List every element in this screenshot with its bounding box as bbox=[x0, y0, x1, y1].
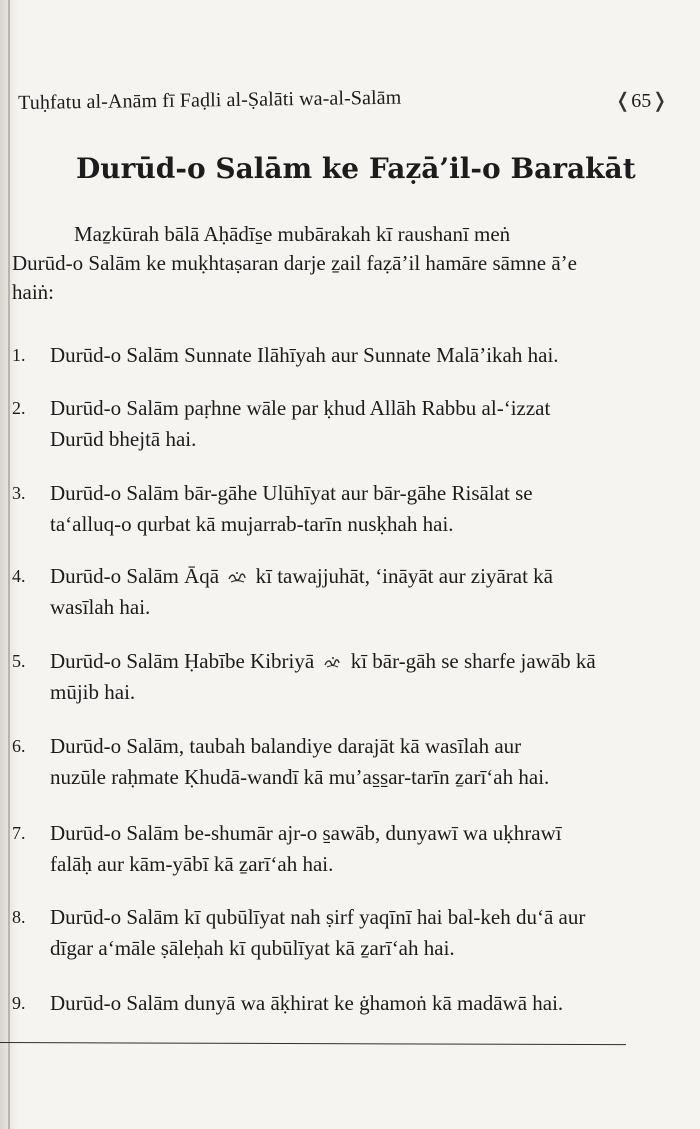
running-header bbox=[18, 88, 668, 122]
list-line: falāḥ aur kām-yābī kā ẕarī‘ah hai. bbox=[50, 852, 334, 876]
page-number: 65 bbox=[631, 90, 652, 112]
list-line: Durūd-o Salām kī qubūlīyat nah ṣirf yaqīnī hai bal-keh du‘ā aur bbox=[50, 905, 586, 929]
list-text bbox=[50, 478, 640, 540]
list-line: ta‘alluq-o qurbat kā mujarrab-tarīn nusḳhah hai. bbox=[50, 512, 454, 536]
list-text bbox=[50, 393, 640, 455]
list-line: Durūd-o Salām dunyā wa āḳhirat ke ġhamoṅ kā madāwā hai. bbox=[50, 991, 564, 1015]
list-number: 9. bbox=[12, 993, 26, 1013]
list-line: wasīlah hai. bbox=[50, 595, 151, 619]
list-text bbox=[50, 340, 640, 371]
list-line bbox=[50, 561, 640, 592]
footer-rule bbox=[0, 1042, 626, 1045]
intro-line-2: Durūd-o Salām ke muḳhtaṣaran darje ẕail faẓā’il hamāre sāmne ā’e bbox=[12, 251, 577, 275]
list-line: Durūd-o Salām bār-gāhe Ulūhīyat aur bār-gāhe Risālat se bbox=[50, 481, 533, 505]
list-number: 2. bbox=[12, 398, 26, 418]
page-number-ornament bbox=[614, 88, 668, 113]
intro-line-3: haiṅ: bbox=[12, 280, 54, 304]
list-line: Durūd-o Salām, taubah balandiye darajāt kā wasīlah aur bbox=[50, 734, 522, 758]
calligraphic-honorific-icon bbox=[322, 647, 342, 661]
list-line: dīgar a‘māle ṣāleḥah kī qubūlīyat kā ẕarī‘ah hai. bbox=[50, 936, 455, 960]
list-line: nuzūle raḥmate Ḳhudā-wandī kā mu’as̱s̱ar-tarīn ẕarī‘ah hai. bbox=[50, 765, 550, 789]
list-text bbox=[50, 902, 640, 964]
intro-line-1: Maẕkūrah bālā Aḥādīs̱e mubārakah kī raushanī meṅ bbox=[74, 222, 511, 246]
list-number: 8. bbox=[12, 907, 26, 927]
list-number: 1. bbox=[12, 345, 26, 365]
page-number-ornament-right: ❭ bbox=[651, 90, 668, 112]
list-line: mūjib hai. bbox=[50, 680, 136, 704]
list-number: 6. bbox=[12, 736, 26, 756]
list-line-segment: kī bār-gāh se sharfe jawāb kā bbox=[350, 649, 596, 673]
list-line: Durūd-o Salām Sunnate Ilāhīyah aur Sunnate Malā’ikah hai. bbox=[50, 343, 559, 367]
list-line: Durūd bhejtā hai. bbox=[50, 427, 197, 451]
list-number: 7. bbox=[12, 823, 26, 843]
intro-paragraph bbox=[12, 220, 672, 307]
list-text bbox=[50, 988, 640, 1019]
page-binding-line bbox=[8, 0, 10, 1129]
list-text bbox=[50, 646, 640, 708]
list-line: Durūd-o Salām paṛhne wāle par ḳhud Allāh Rabbu al-‘izzat bbox=[50, 396, 551, 420]
list-number: 4. bbox=[12, 566, 26, 586]
list-line-segment: Durūd-o Salām Āqā bbox=[50, 564, 220, 588]
calligraphic-honorific-icon bbox=[227, 562, 247, 576]
list-line-segment: Durūd-o Salām Ḥabībe Kibriyā bbox=[50, 649, 315, 673]
page-title: Durūd-o Salām ke Faẓā’il-o Barakāt bbox=[76, 152, 636, 185]
list-text bbox=[50, 731, 640, 793]
list-number: 5. bbox=[12, 651, 26, 671]
page-number-ornament-left: ❬ bbox=[614, 90, 632, 112]
list-line bbox=[50, 646, 640, 677]
list-text bbox=[50, 561, 640, 623]
list-line-segment: kī tawajjuhāt, ‘ināyāt aur ziyārat kā bbox=[255, 564, 554, 588]
list-line: Durūd-o Salām be-shumār ajr-o s̱awāb, dunyawī wa uḳhrawī bbox=[50, 821, 562, 845]
list-number: 3. bbox=[12, 483, 26, 503]
book-title: Tuḥfatu al-Anām fī Faḍli al-Ṣalāti wa-al-Salām bbox=[18, 86, 402, 114]
list-text bbox=[50, 818, 640, 880]
